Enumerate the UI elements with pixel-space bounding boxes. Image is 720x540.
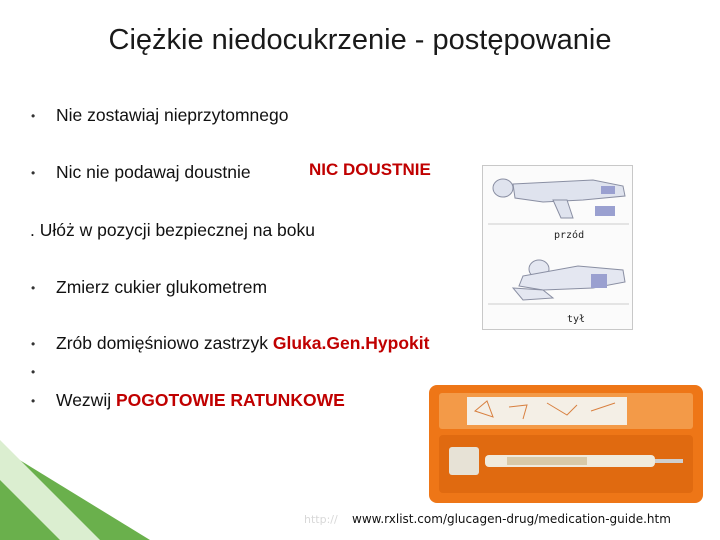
bullet-2 — [28, 162, 251, 183]
source-url[interactable]: www.rxlist.com/glucagen-drug/medication-guide.htm — [352, 512, 671, 526]
bullet-3 — [30, 220, 315, 241]
bullet-7-emphasis: POGOTOWIE RATUNKOWE — [115, 390, 345, 410]
bullet-marker: • — [31, 365, 36, 380]
label-front: przód — [554, 230, 585, 241]
bullet-6 — [28, 361, 56, 382]
bullet-1-text: Nie zostawiaj nieprzytomnego — [56, 105, 289, 125]
front-hip-highlight — [595, 206, 615, 216]
slide-title: Ciężkie niedocukrzenie - postępowanie — [108, 24, 612, 56]
bullet-4 — [28, 277, 267, 298]
kit-needle — [655, 459, 683, 463]
bullet-7-text: Wezwij — [56, 390, 116, 410]
bullet-marker: • — [31, 394, 36, 409]
bullet-2-emphasis: NIC DOUSTNIE — [309, 160, 431, 179]
back-hip-highlight — [591, 274, 607, 288]
bullet-marker: • — [31, 281, 36, 296]
recovery-position-illustration — [483, 166, 634, 331]
bullet-7 — [28, 390, 345, 411]
bullet-marker: • — [31, 166, 36, 181]
bullet-3-text: . Ułóż w pozycji bezpiecznej na boku — [30, 220, 316, 240]
glucagon-kit-illustration — [427, 381, 705, 505]
recovery-position-figure — [482, 165, 633, 330]
bullet-1 — [28, 105, 288, 126]
figure-back-body — [513, 260, 625, 300]
corner-decoration — [0, 440, 160, 540]
source-prefix-faint: http:// — [304, 513, 338, 526]
label-back: tył — [567, 314, 586, 325]
bullet-5-text: Zrób domięśniowo zastrzyk — [56, 333, 273, 353]
bullet-5-emphasis: Gluka.Gen.Hypokit — [272, 333, 430, 353]
bullet-5 — [28, 333, 429, 354]
bullet-4-text: Zmierz cukier glukometrem — [56, 277, 268, 297]
bullet-marker: • — [31, 337, 36, 352]
kit-vial — [449, 447, 479, 475]
front-knee-highlight — [601, 186, 615, 194]
kit-syringe-fluid — [507, 457, 587, 465]
bullet-2-text: Nic nie podawaj doustnie — [56, 162, 251, 182]
glucagon-kit-photo — [427, 381, 705, 505]
bullet-marker: • — [31, 109, 36, 124]
